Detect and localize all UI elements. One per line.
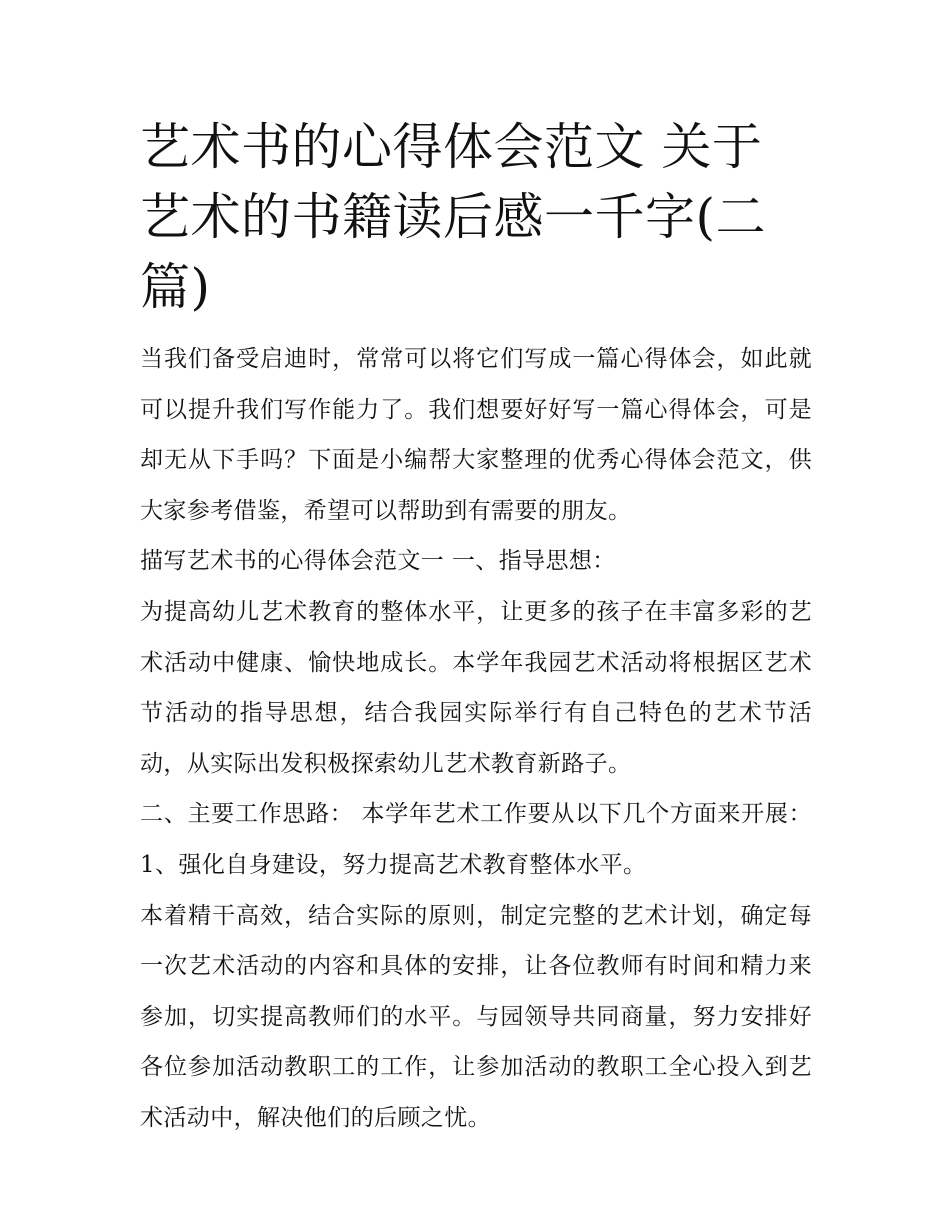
document-body [140, 112, 812, 1144]
paragraph-guiding-thought: 为提高幼儿艺术教育的整体水平，让更多的孩子在丰富多彩的艺术活动中健康、愉快地成长。本学年我园艺术活动将根据区艺术节活动的指导思想，结合我园实际举行有自己特色的艺术节活动，从实际出发积极探索幼儿艺术教育新路子。 [140, 598, 812, 777]
paragraph-work-ideas: 二、主要工作思路： 本学年艺术工作要从以下几个方面来开展： 1、强化自身建设，努力提高艺术教育整体水平。 [140, 801, 812, 878]
paragraph-principles: 本着精干高效，结合实际的原则，制定完整的艺术计划，确定每一次艺术活动的内容和具体的安排，让各位教师有时间和精力来参加，切实提高教师们的水平。与园领导共同商量，努力安排好各位参加活动教职工的工作，让参加活动的教职工全心投入到艺术活动中，解决他们的后顾之忧。 [140, 902, 812, 1131]
document-title: 艺术书的心得体会范文 关于艺术的书籍读后感一千字(二篇) [140, 118, 767, 316]
paragraph-section-heading: 描写艺术书的心得体会范文一 一、指导思想： [140, 548, 616, 575]
paragraph-intro: 当我们备受启迪时，常常可以将它们写成一篇心得体会，如此就可以提升我们写作能力了。我们想要好好写一篇心得体会，可是却无从下手吗？下面是小编帮大家整理的优秀心得体会范文，供大家参考借鉴，希望可以帮助到有需要的朋友。 [140, 346, 812, 524]
